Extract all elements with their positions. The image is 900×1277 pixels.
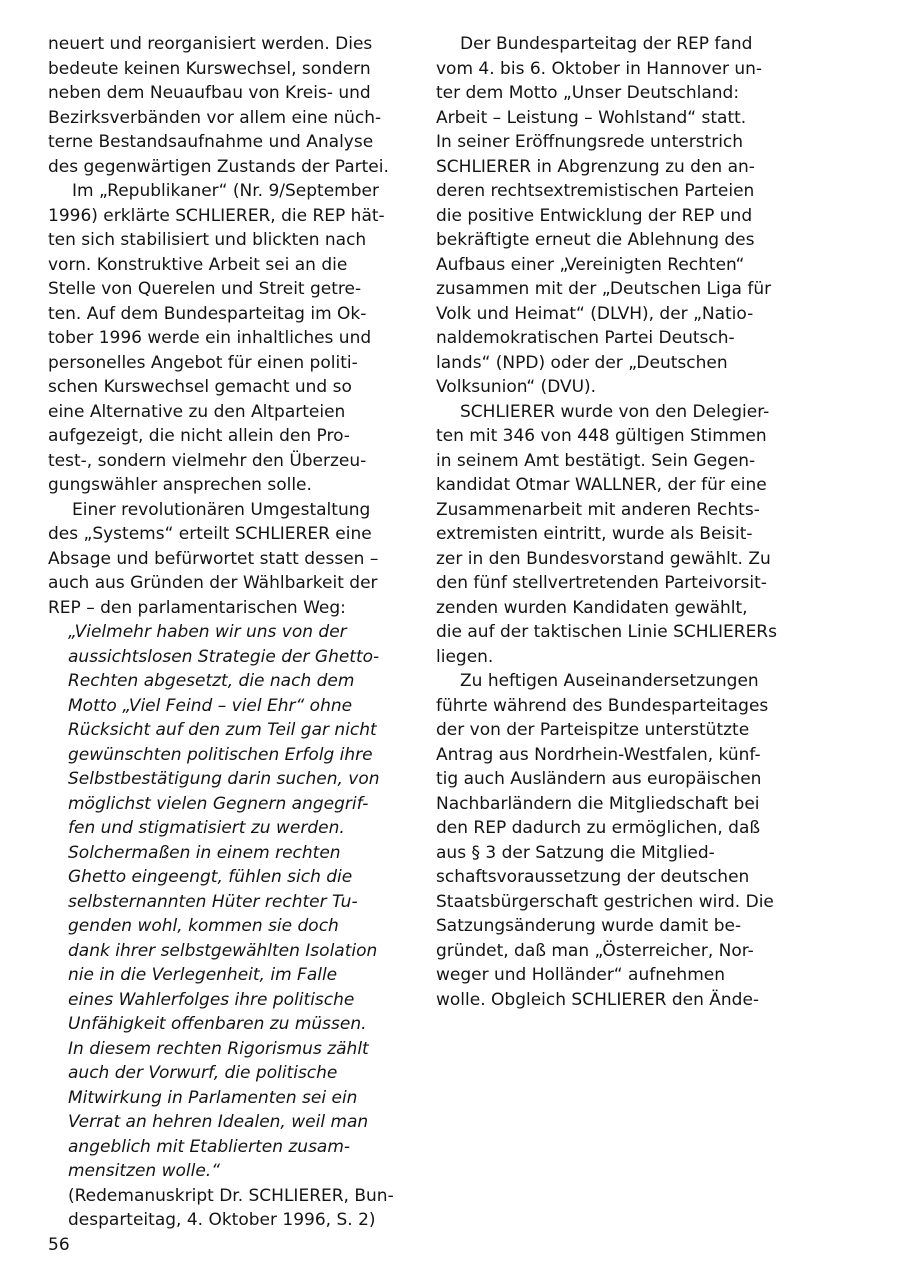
quote-line: dank ihrer selbstgewählten Isolation [68, 940, 378, 961]
quote-line: gewünschten politischen Erfolg ihre [68, 744, 373, 765]
text-line: bekräftigte erneut die Ablehnung des [436, 230, 755, 250]
text-line: Im „Republikaner“ (Nr. 9/September [72, 181, 379, 201]
left-column [48, 32, 406, 1233]
quote-line: Selbstbestätigung darin suchen, von [68, 769, 380, 789]
text-line: Volk und Heimat“ (DLVH), der „Natio- [436, 303, 754, 324]
text-line: Nachbarländern die Mitgliedschaft bei [436, 793, 760, 814]
text-line: die auf der taktischen Linie SCHLIERERs [436, 622, 777, 642]
text-line: kandidat Otmar WALLNER, der für eine [436, 475, 767, 495]
text-line: tig auch Ausländern aus europäischen [436, 769, 762, 789]
right-paragraph-bundesparteitag [436, 32, 796, 400]
quote-line: In diesem rechten Rigorismus zählt [68, 1038, 369, 1059]
text-line: SCHLIERER in Abgrenzung zu den an- [436, 156, 755, 177]
text-line: In seiner Eröffnungsrede unterstrich [436, 132, 744, 152]
text-line: den fünf stellvertretenden Parteivorsit- [436, 573, 767, 593]
text-line: des gegenwärtigen Zustands der Partei. [48, 156, 389, 177]
text-line: test-, sondern vielmehr den Überzeu- [48, 450, 367, 471]
text-line: terne Bestandsaufnahme und Analyse [48, 132, 374, 152]
quote-citation [48, 1184, 406, 1233]
text-line: Satzungsänderung wurde damit be- [436, 916, 742, 936]
text-line: 1996) erklärte SCHLIERER, die REP hät- [48, 205, 385, 226]
text-line: REP – den parlamentarischen Weg: [48, 597, 346, 618]
text-line: Stelle von Querelen und Streit getre- [48, 279, 362, 299]
text-line: Arbeit – Leistung – Wohlstand“ statt. [436, 107, 747, 128]
quote-line: Rechten abgesetzt, die nach dem [68, 671, 355, 691]
quote-line: „Vielmehr haben wir uns von der [68, 622, 347, 642]
left-paragraph-systems [48, 498, 406, 621]
quote-line: eines Wahlerfolges ihre politische [68, 989, 355, 1010]
text-line: zusammen mit der „Deutschen Liga für [436, 279, 772, 299]
speech-quote [48, 620, 406, 1184]
text-line: personelles Angebot für einen politi- [48, 352, 358, 373]
text-line: deren rechtsextremistischen Parteien [436, 181, 755, 201]
quote-line: angeblich mit Etablierten zusam- [68, 1136, 351, 1157]
text-line: ten mit 346 von 448 gültigen Stimmen [436, 426, 767, 446]
text-line: zenden wurden Kandidaten gewählt, [436, 597, 748, 618]
quote-line: fen und stigmatisiert zu werden. [68, 818, 345, 838]
right-column [436, 32, 796, 1012]
quote-line: Verrat an hehren Idealen, weil man [68, 1112, 369, 1132]
quote-line: Unfähigkeit offenbaren zu müssen. [68, 1014, 367, 1034]
text-line: in seinem Amt bestätigt. Sein Gegen- [436, 450, 756, 471]
quote-line: Solchermaßen in einem rechten [68, 842, 341, 863]
left-paragraph-republikaner [48, 179, 406, 498]
text-line: neuert und reorganisiert werden. Dies [48, 34, 373, 54]
quote-line: nie in die Verlegenheit, im Falle [68, 965, 338, 985]
text-line: der von der Parteispitze unterstützte [436, 720, 750, 740]
quote-line: mensitzen wolle.“ [68, 1161, 221, 1181]
quote-line: Motto „Viel Feind – viel Ehr“ ohne [68, 695, 353, 716]
text-line: ter dem Motto „Unser Deutschland: [436, 83, 740, 103]
text-line: bedeute keinen Kurswechsel, sondern [48, 58, 371, 79]
text-line: die positive Entwicklung der REP und [436, 205, 753, 226]
text-line: Staatsbürgerschaft gestrichen wird. Die [436, 891, 774, 912]
text-line: Antrag aus Nordrhein-Westfalen, künf- [436, 744, 761, 765]
text-line: ten sich stabilisiert und blickten nach [48, 230, 367, 250]
text-line: lands“ (NPD) oder der „Deutschen [436, 352, 728, 373]
text-line: Zu heftigen Auseinandersetzungen [460, 671, 759, 691]
text-line: ten. Auf dem Bundesparteitag im Ok- [48, 303, 367, 324]
text-line: vorn. Konstruktive Arbeit sei an die [48, 254, 348, 275]
text-line: zer in den Bundesvorstand gewählt. Zu [436, 548, 771, 569]
left-paragraph-continuation [48, 32, 406, 179]
text-line: weger und Holländer“ aufnehmen [436, 965, 725, 985]
citation-line: desparteitag, 4. Oktober 1996, S. 2) [68, 1210, 376, 1230]
quote-line: selbsternannten Hüter rechter Tu- [68, 891, 358, 912]
text-line: naldemokratischen Partei Deutsch- [436, 328, 735, 348]
text-line: aufgezeigt, die nicht allein den Pro- [48, 426, 350, 446]
quote-line: Ghetto eingeengt, fühlen sich die [68, 867, 353, 887]
quote-line: Mitwirkung in Parlamenten sei ein [68, 1087, 358, 1108]
citation-line: (Redemanuskript Dr. SCHLIERER, Bun- [68, 1185, 394, 1206]
text-line: eine Alternative zu den Altparteien [48, 401, 346, 422]
page-number: 56 [48, 1235, 70, 1255]
quote-line: Rücksicht auf den zum Teil gar nicht [68, 720, 377, 740]
text-line: Bezirksverbänden vor allem eine nüch- [48, 107, 382, 128]
text-line: aus § 3 der Satzung die Mitglied- [436, 842, 715, 863]
right-paragraph-satzung [436, 669, 796, 1012]
text-line: Absage und befürwortet statt dessen – [48, 548, 379, 569]
quote-line: auch der Vorwurf, die politische [68, 1063, 338, 1083]
right-paragraph-election [436, 400, 796, 670]
text-line: schen Kurswechsel gemacht und so [48, 377, 352, 397]
text-line: führte während des Bundesparteitages [436, 695, 769, 716]
quote-line: aussichtslosen Strategie der Ghetto- [68, 646, 380, 667]
text-line: neben dem Neuaufbau von Kreis- und [48, 83, 371, 103]
text-line: gungswähler ansprechen solle. [48, 475, 312, 495]
text-line: Volksunion“ (DVU). [436, 377, 597, 397]
text-line: wolle. Obgleich SCHLIERER den Ände- [436, 989, 760, 1010]
text-line: Einer revolutionären Umgestaltung [72, 499, 371, 520]
text-line: extremisten eintritt, wurde als Beisit- [436, 524, 753, 544]
quote-line: genden wohl, kommen sie doch [68, 916, 339, 936]
text-line: den REP dadurch zu ermöglichen, daß [436, 818, 761, 838]
quote-line: möglichst vielen Gegnern angegrif- [68, 793, 369, 814]
text-line: Zusammenarbeit mit anderen Rechts- [436, 499, 760, 520]
text-line: tober 1996 werde ein inhaltliches und [48, 328, 372, 348]
text-line: gründet, daß man „Österreicher, Nor- [436, 940, 754, 961]
text-line: Der Bundesparteitag der REP fand [460, 34, 753, 54]
text-line: SCHLIERER wurde von den Delegier- [460, 401, 770, 422]
text-line: auch aus Gründen der Wählbarkeit der [48, 573, 378, 593]
text-line: des „Systems“ erteilt SCHLIERER eine [48, 524, 372, 544]
text-line: vom 4. bis 6. Oktober in Hannover un- [436, 58, 763, 79]
text-line: liegen. [436, 646, 494, 667]
text-line: Aufbaus einer „Vereinigten Rechten“ [436, 254, 745, 275]
text-line: schaftsvoraussetzung der deutschen [436, 867, 750, 887]
